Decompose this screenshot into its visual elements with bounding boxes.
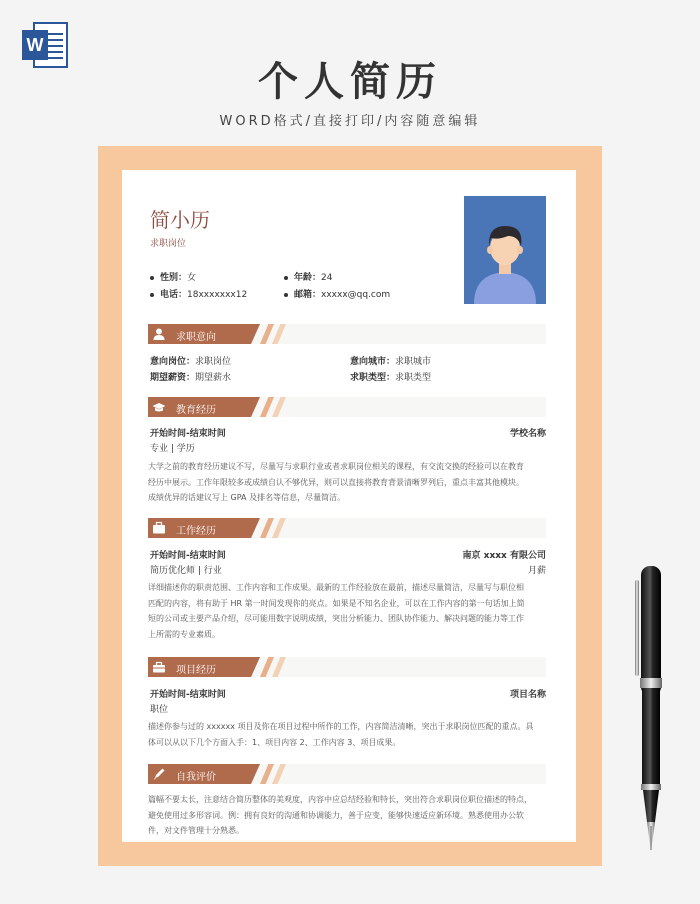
self-description [148, 792, 546, 839]
project-description [148, 719, 546, 750]
graduation-cap-icon [152, 400, 166, 414]
paragraph-line: 短的公司或主要产品介绍，尽可能用数字说明成绩，突出分析能力、团队协作能力、解决问题的能力等工作 [148, 614, 524, 623]
intent-city-value: 求职城市 [395, 357, 432, 367]
paragraph-line: 大学之前的教育经历建议不写，尽量写与求职行业或者求职岗位相关的课程，有交流交换的经验可以在教育 [148, 462, 524, 471]
fountain-pen-image [625, 560, 675, 860]
intent-salary [150, 370, 231, 383]
paragraph-line: 成绩优异的话建议写上 GPA 及排名等信息，尽量简洁。 [148, 493, 346, 502]
section-header-intent [148, 324, 546, 344]
paragraph-line: 经历中展示。工作年限较多或成绩自认不够优异，则可以直接将教育背景清晰罗列后，重点丰富其他模块。 [148, 477, 524, 487]
phone-value: 18xxxxxxx12 [187, 290, 248, 300]
intent-position-value: 求职岗位 [195, 357, 232, 367]
paragraph-line: 匹配的内容，将有助于 HR 第一时间发现你的亮点。如果是不知名企业，可以在工作内容的第一句话加上简 [148, 598, 525, 608]
intent-position [150, 354, 231, 367]
section-title-education: 教育经历 [176, 405, 216, 416]
avatar [464, 196, 546, 304]
info-email [284, 287, 390, 300]
project-role: 职位 [150, 705, 169, 715]
age-label: 年龄： [294, 273, 322, 283]
email-value: xxxxx@qq.com [321, 290, 391, 300]
education-school: 学校名称 [509, 429, 546, 439]
work-company: 南京 xxxx 有限公司 [462, 551, 546, 561]
education-major: 专业 | 学历 [150, 444, 195, 454]
svg-text:W: W [26, 35, 44, 55]
education-description [148, 459, 546, 506]
page-title: 个人简历 [258, 59, 442, 105]
project-period: 开始时间-结束时间 [150, 690, 226, 700]
toolbox-icon [152, 660, 166, 674]
intent-type-label: 求职类型： [350, 373, 396, 383]
age-value: 24 [321, 273, 333, 283]
intent-city-label: 意向城市： [350, 357, 396, 367]
intent-city [350, 354, 431, 367]
section-header-education [148, 397, 546, 417]
info-phone [150, 287, 247, 300]
pen-icon [152, 767, 166, 781]
bullet-icon [284, 293, 288, 297]
paragraph-line: 体可以从以下几个方面入手：1、项目内容 2、工作内容 3、项目成果。 [148, 737, 401, 747]
work-description [148, 580, 546, 642]
candidate-name: 简小历 [150, 208, 210, 232]
candidate-job: 求职岗位 [150, 239, 187, 249]
intent-type [350, 370, 431, 383]
section-title-intent: 求职意向 [176, 332, 216, 343]
bullet-icon [284, 276, 288, 280]
gender-label: 性别： [160, 273, 188, 283]
paragraph-line: 上所需的专业素质。 [148, 629, 220, 639]
paragraph-line: 件，对文件管理十分熟悉。 [148, 826, 244, 835]
project-name: 项目名称 [509, 690, 546, 700]
section-title-self: 自我评价 [176, 772, 216, 783]
intent-salary-value: 期望薪水 [195, 373, 232, 383]
info-gender [150, 270, 196, 283]
section-header-work [148, 518, 546, 538]
page-subtitle: WORD格式/直接打印/内容随意编辑 [219, 114, 481, 129]
intent-position-label: 意向岗位： [150, 357, 196, 367]
gender-value: 女 [187, 273, 197, 283]
section-header-project [148, 657, 546, 677]
work-salary: 月薪 [527, 566, 546, 576]
work-period: 开始时间-结束时间 [150, 551, 226, 561]
paragraph-line: 详细描述你的职责范围、工作内容和工作成果。最新的工作经验放在最前，描述尽量简洁，尽量写与职位相 [148, 583, 524, 592]
user-icon [152, 327, 166, 341]
intent-salary-label: 期望薪资： [150, 373, 196, 383]
paragraph-line: 篇幅不要太长，注意结合简历整体的美观度，内容中应总结经验和特长，突出符合求职岗位职位描述的特点， [148, 795, 532, 804]
briefcase-icon [152, 521, 166, 535]
section-title-work: 工作经历 [176, 526, 216, 537]
section-title-project: 项目经历 [176, 665, 216, 676]
intent-type-value: 求职类型 [395, 373, 432, 383]
work-role: 简历优化师 | 行业 [150, 566, 222, 576]
bullet-icon [150, 293, 154, 297]
paragraph-line: 避免使用过多形容词。例：拥有良好的沟通和协调能力，善于应变，能够快速适应新环境。熟悉使用办公软 [148, 810, 524, 820]
info-age [284, 270, 332, 283]
education-period: 开始时间-结束时间 [150, 429, 226, 439]
paragraph-line: 描述你参与过的 xxxxxx 项目及你在项目过程中所作的工作，内容简洁清晰，突出于求职岗位匹配的重点。具 [148, 722, 534, 731]
section-header-self [148, 764, 546, 784]
email-label: 邮箱： [294, 290, 322, 300]
phone-label: 电话： [160, 290, 188, 300]
bullet-icon [150, 276, 154, 280]
